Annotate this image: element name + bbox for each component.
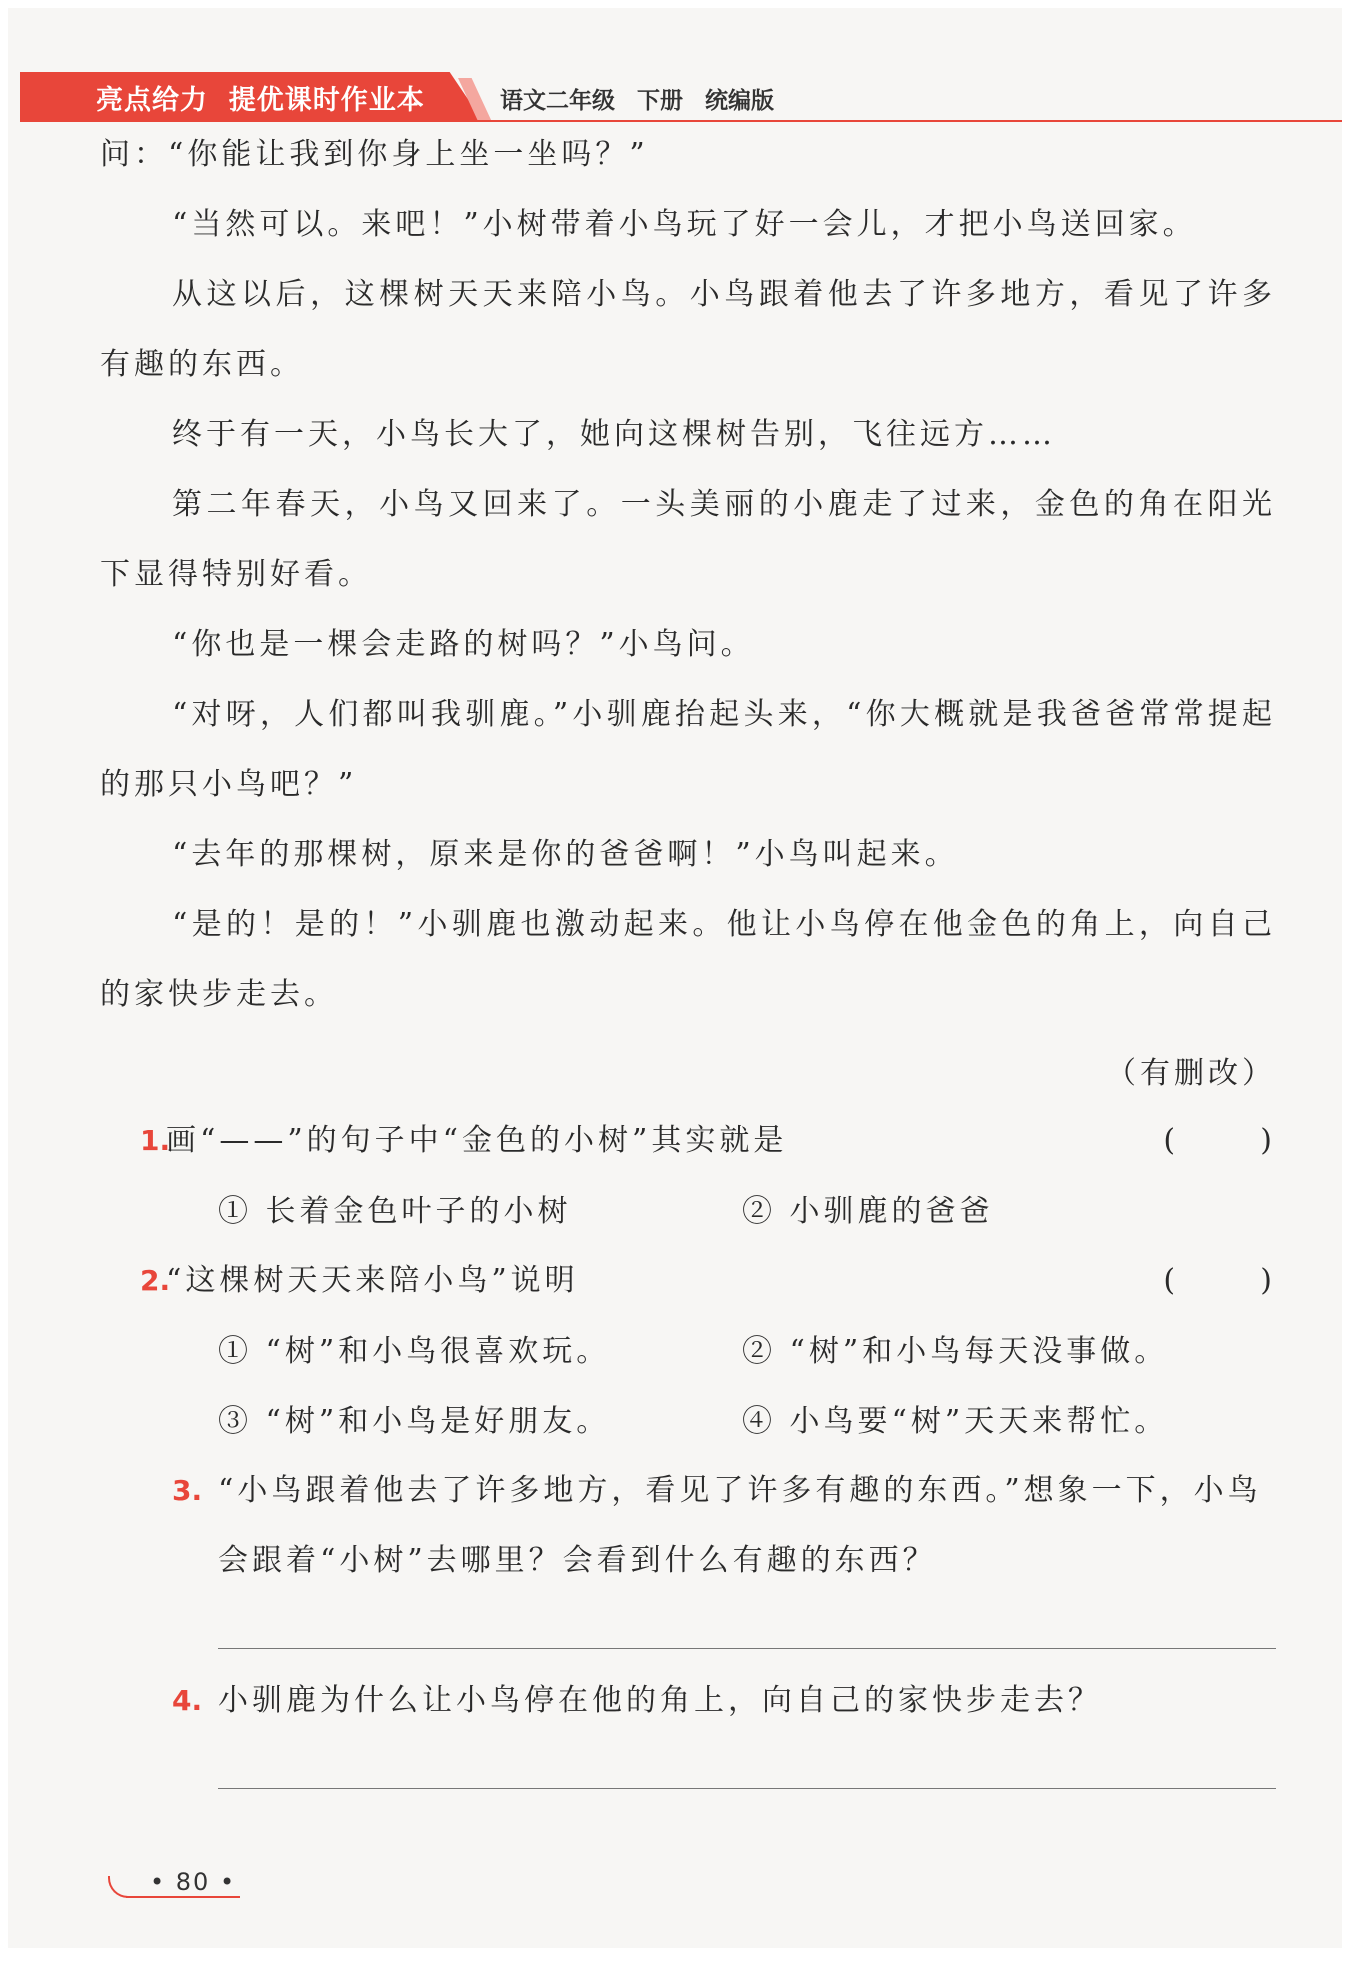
- passage-paragraph: 第二年春天，小鸟又回来了。一头美丽的小鹿走了过来，金色的角在阳光下显得特别好看。: [100, 487, 1276, 592]
- page-number-ornament: [108, 1876, 150, 1898]
- option-2[interactable]: ② “树”和小鸟每天没事做。: [742, 1334, 1169, 1369]
- question-number: 3.: [172, 1474, 203, 1507]
- reading-passage: [100, 120, 1276, 1030]
- question-4: [172, 1666, 1276, 1736]
- question-3: [172, 1456, 1276, 1596]
- answer-line[interactable]: [218, 1648, 1276, 1649]
- question-text: 画“——”的句子中“金色的小树”其实就是: [166, 1123, 788, 1158]
- option-1[interactable]: ① “树”和小鸟很喜欢玩。: [218, 1334, 611, 1369]
- page-number-underline: [126, 1896, 240, 1898]
- question-number: 4.: [172, 1684, 203, 1717]
- option-2[interactable]: ② 小驯鹿的爸爸: [742, 1194, 994, 1229]
- book-title: 亮点给力 提优课时作业本: [96, 85, 425, 116]
- passage-paragraph: 问：“你能让我到你身上坐一坐吗？”: [100, 137, 649, 172]
- question-number: 2.: [140, 1264, 171, 1297]
- question-1: [140, 1106, 1276, 1176]
- option-3[interactable]: ③ “树”和小鸟是好朋友。: [218, 1404, 611, 1439]
- passage-paragraph: “你也是一棵会走路的树吗？”小鸟问。: [172, 627, 755, 662]
- passage-paragraph: “是的！是的！”小驯鹿也激动起来。他让小鸟停在他金色的角上，向自己的家快步走去。: [100, 907, 1276, 1012]
- answer-parentheses[interactable]: ( ): [1163, 1263, 1276, 1298]
- page-number: • 80 •: [150, 1868, 237, 1896]
- passage-paragraph: “对呀，人们都叫我驯鹿。”小驯鹿抬起头来，“你大概就是我爸爸常常提起的那只小鸟吧？”: [100, 697, 1276, 802]
- passage-paragraph: 从这以后，这棵树天天来陪小鸟。小鸟跟着他去了许多地方，看见了许多有趣的东西。: [100, 277, 1276, 382]
- question-text: “这棵树天天来陪小鸟”说明: [166, 1263, 579, 1298]
- source-note: （有删改）: [1106, 1056, 1276, 1091]
- option-4[interactable]: ④ 小鸟要“树”天天来帮忙。: [742, 1404, 1169, 1439]
- question-2: [140, 1246, 1276, 1316]
- passage-paragraph: “去年的那棵树，原来是你的爸爸啊！”小鸟叫起来。: [172, 837, 959, 872]
- worksheet-page: [8, 8, 1342, 1948]
- question-text: 小驯鹿为什么让小鸟停在他的角上，向自己的家快步走去？: [218, 1683, 1102, 1718]
- passage-paragraph: “当然可以。来吧！”小树带着小鸟玩了好一会儿，才把小鸟送回家。: [172, 207, 1197, 242]
- option-1[interactable]: ① 长着金色叶子的小树: [218, 1194, 572, 1229]
- question-number: 1.: [140, 1124, 171, 1157]
- question-text: “小鸟跟着他去了许多地方，看见了许多有趣的东西。”想象一下，小鸟会跟着“小树”去哪里？会看到什么有趣的东西？: [218, 1473, 1262, 1578]
- passage-paragraph: 终于有一天，小鸟长大了，她向这棵树告别，飞往远方……: [172, 417, 1056, 452]
- answer-line[interactable]: [218, 1788, 1276, 1789]
- book-info: 语文二年级 下册 统编版: [500, 88, 775, 114]
- answer-parentheses[interactable]: ( ): [1163, 1123, 1276, 1158]
